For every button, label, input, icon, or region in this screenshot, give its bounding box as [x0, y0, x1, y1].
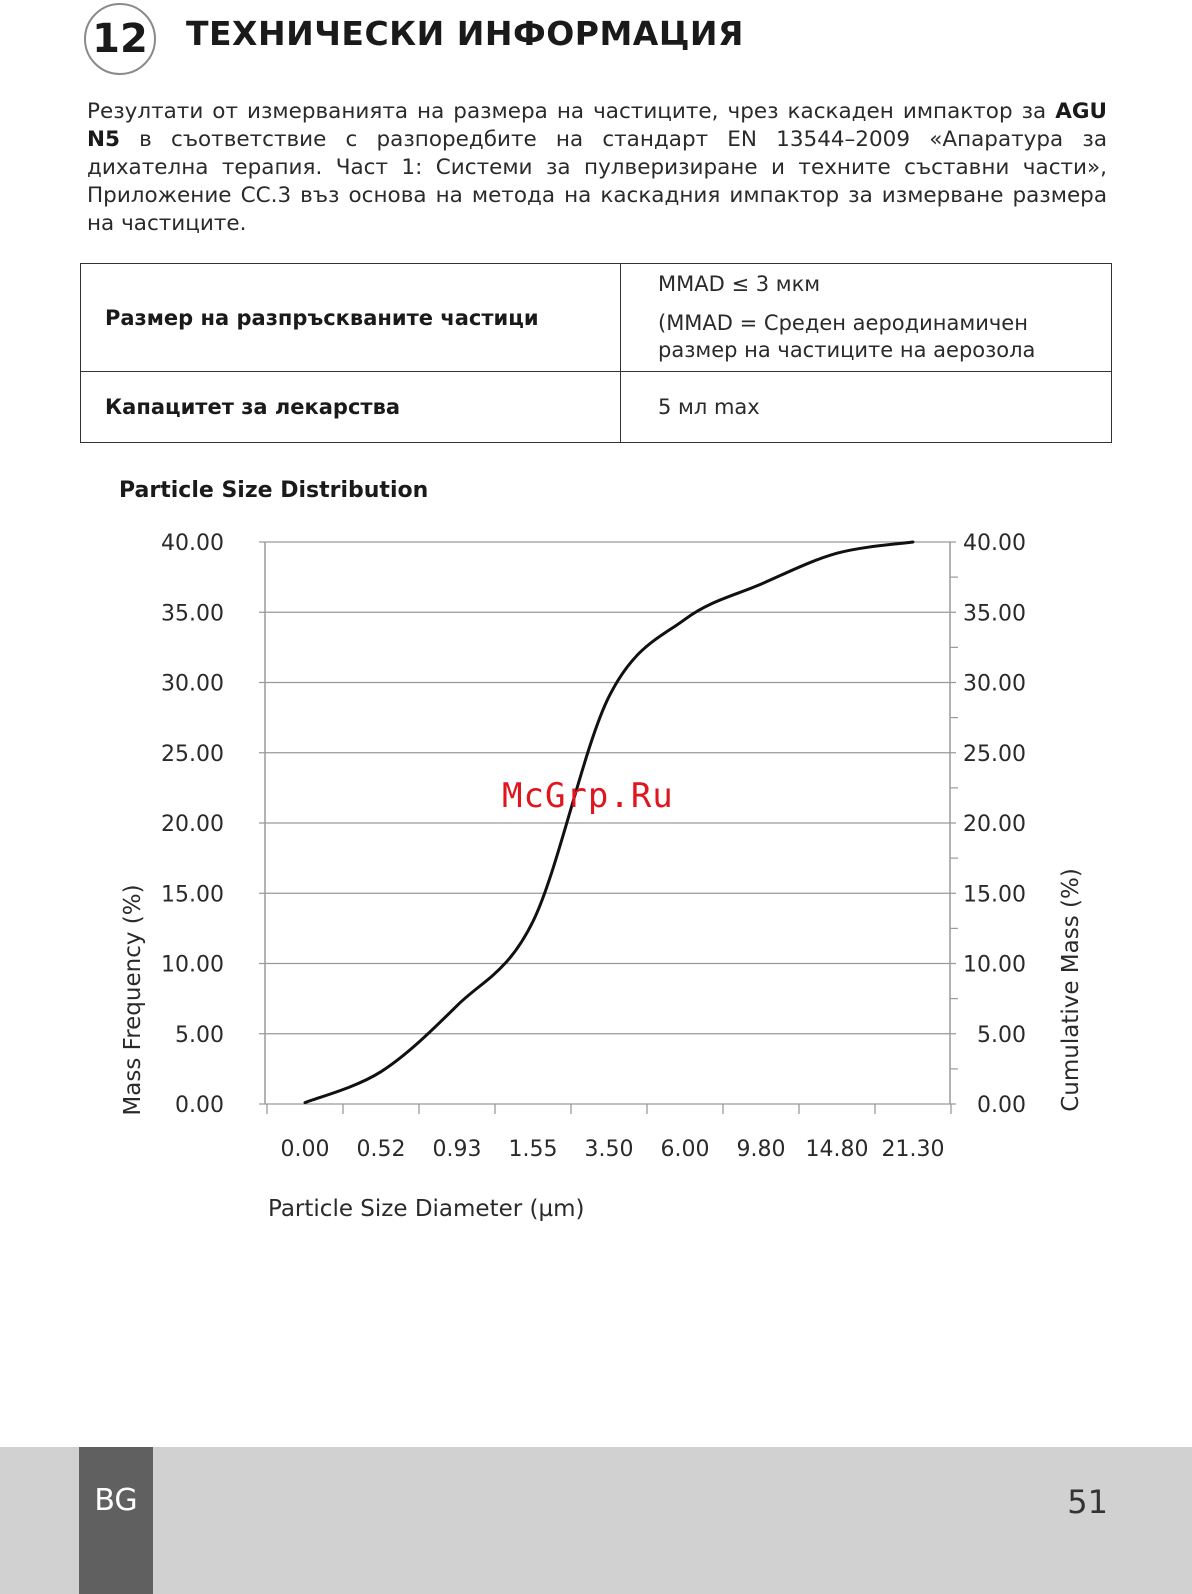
y2-tick-label: 25.00 [963, 741, 1026, 767]
language-tab [79, 1447, 153, 1594]
y2-tick-label: 35.00 [963, 601, 1026, 627]
y-tick-label: 40.00 [161, 531, 224, 556]
chart-grid [259, 542, 956, 1104]
footer-bar [0, 1447, 1192, 1594]
watermark: McGrp.Ru [502, 776, 674, 816]
x-tick-label: 6.00 [660, 1137, 710, 1162]
x-axis-label: Particle Size Diameter (µm) [268, 1196, 585, 1222]
y-tick-label: 0.00 [175, 1093, 224, 1118]
x-tick-label: 14.80 [805, 1137, 869, 1162]
intro-text-after: в съответствие с разпоредбите на стандарт EN 13544–2009 «Апаратура за дихателна терапия. Част 1: Системи за пулверизиране и техните съставни части», Приложение CC.3 въз основа на метода на каскадния импактор за измерване размера на частиците. [87, 127, 1107, 236]
y-tick-label: 25.00 [161, 741, 224, 767]
chart-tick-labels [161, 531, 1026, 1162]
y-tick-label: 10.00 [161, 952, 224, 978]
y-tick-label: 35.00 [161, 601, 224, 627]
y2-tick-label: 0.00 [977, 1093, 1026, 1118]
spec-label: Размер на разпръскваните частици [81, 264, 621, 372]
section-number: 12 [92, 16, 148, 62]
spec-value-main: 5 мл max [658, 394, 760, 419]
product-name: AGU N5 [87, 99, 1107, 152]
series-line [305, 542, 913, 1103]
spec-label: Капацитет за лекарства [81, 372, 621, 443]
y-tick-label: 15.00 [161, 882, 224, 908]
spec-value-main: MMAD ≤ 3 мкм [658, 272, 821, 296]
y-axis-label: Mass Frequency (%) [120, 884, 146, 1116]
chart-title: Particle Size Distribution [119, 478, 429, 503]
y-tick-label: 30.00 [161, 671, 224, 697]
x-tick-label: 0.52 [356, 1137, 406, 1162]
y-tick-label: 20.00 [161, 812, 224, 837]
y2-tick-label: 10.00 [963, 952, 1026, 978]
y2-tick-label: 20.00 [963, 812, 1026, 837]
intro-text-before: Резултати от измерванията на размера на частиците, чрез каскаден импактор за [87, 99, 1056, 124]
x-tick-label: 1.55 [508, 1137, 558, 1162]
language-code: BG [94, 1483, 138, 1518]
spec-value-note-1: (MMAD = Среден аеродинамичен [658, 311, 1028, 335]
x-tick-label: 0.00 [280, 1137, 330, 1162]
y2-tick-label: 40.00 [963, 531, 1026, 556]
section-title: ТЕХНИЧЕСКИ ИНФОРМАЦИЯ [186, 14, 744, 53]
page-number: 51 [1067, 1483, 1108, 1521]
y2-tick-label: 5.00 [977, 1022, 1026, 1048]
x-tick-label: 3.50 [584, 1137, 634, 1162]
y-tick-label: 5.00 [175, 1022, 224, 1048]
spec-value-note-2: размер на частиците на аерозола [658, 338, 1036, 362]
x-tick-label: 9.80 [736, 1137, 786, 1162]
y2-tick-label: 30.00 [963, 671, 1026, 697]
y2-axis-label: Cumulative Mass (%) [1058, 868, 1084, 1112]
x-tick-label: 21.30 [881, 1137, 945, 1162]
x-tick-label: 0.93 [432, 1137, 482, 1162]
y2-tick-label: 15.00 [963, 882, 1026, 908]
